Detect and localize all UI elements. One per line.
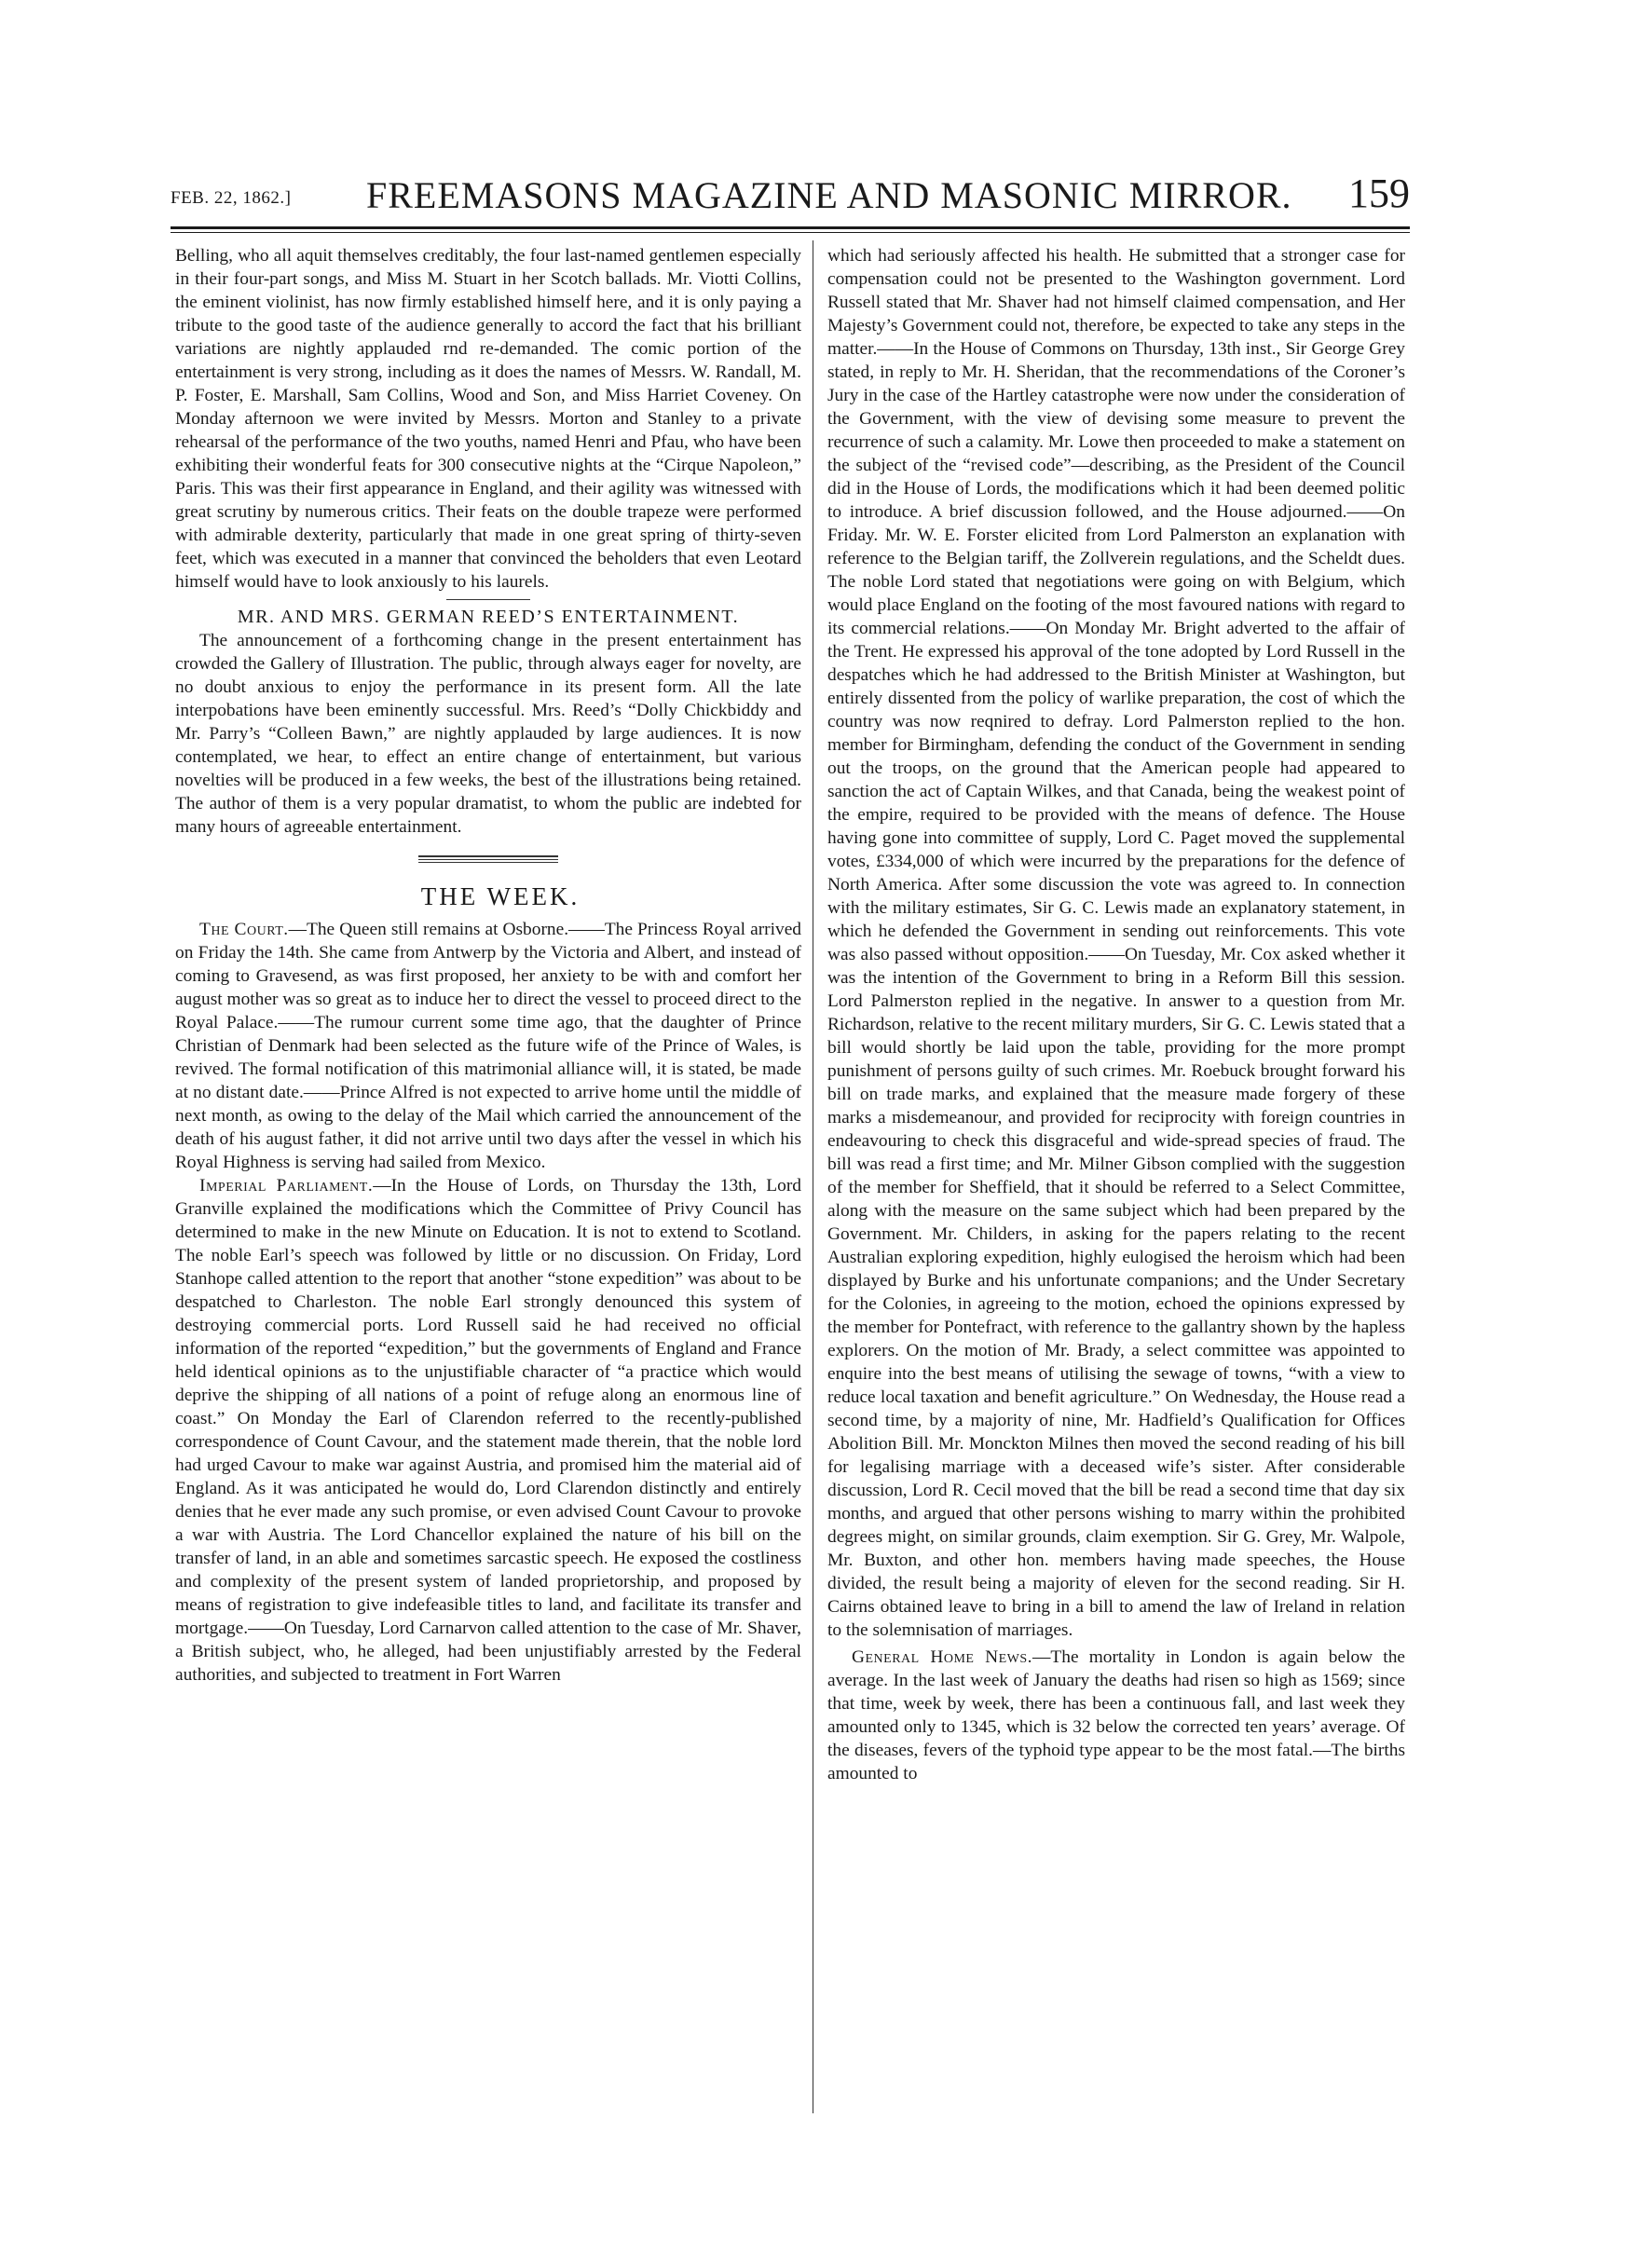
- parliament-rubric: Imperial Parliament.: [199, 1176, 374, 1195]
- court-rubric: The Court.: [199, 920, 289, 939]
- court-paragraph: [175, 918, 801, 1174]
- music-hall-paragraph: Belling, who all aquit themselves creditably, the four last-named gentlemen especially in their four-part songs, and Miss M. Stuart in her Scotch ballads. Mr. Viotti Collins, the eminent violinist, has now firmly established himself here, and it is only paying a tribute to the good taste of the audience generally to accord the fact that his brilliant variations are nightly applauded rnd re-demanded. The comic portion of the entertainment is very strong, including as it does the names of Messrs. W. Randall, M. P. Foster, E. Marshall, Sam Collins, Wood and Son, and Miss Harriet Coveney. On Monday afternoon we were invited by Messrs. Morton and Stanley to a private rehearsal of the performance of the two youths, named Henri and Pfau, who have been exhibiting their wonderful feats for 300 consecutive nights at the “Cirque Napoleon,” Paris. This was their first appearance in England, and their agility was witnessed with great scrutiny by numerous critics. Their feats on the double trapeze were performed with admirable dexterity, particularly that made in one great spring of thirty-seven feet, which was executed in a manner that convinced the beholders that even Leotard himself would have to look anxiously to his laurels.: [175, 246, 801, 592]
- the-week-heading: THE WEEK.: [420, 882, 581, 910]
- section-double-rule: [418, 855, 558, 857]
- court-text: —The Queen still remains at Osborne.——The Princess Royal arrived on Friday the 14th. She came from Antwerp by the Victoria and Albert, and instead of coming to Gravesend, as was first proposed, her anxiety to be with and comfort her august mother was so great as to induce her to direct the vessel to proceed direct to the Royal Palace.——The rumour current some time ago, that the daughter of Prince Christian of Denmark had been selected as the future wife of the Prince of Wales, is revived. The formal notification of this matrimonial alliance will, it is stated, be made at no distant date.——Prince Alfred is not expected to arrive home until the middle of next month, as owing to the delay of the Mail which carried the announcement of the death of his august father, it did not arrive until two days after the vessel in which his Royal Highness is serving had sailed from Mexico.: [175, 920, 802, 1172]
- parliament-paragraph: [175, 1174, 801, 1687]
- home-news-rubric: General Home News.: [852, 1647, 1033, 1667]
- reed-entertainment-paragraph: The announcement of a forthcoming change in the present entertainment has crowded the Gallery of Illustration. The public, through always eager for novelty, are no doubt anxious to enjoy the performance in its present form. All the late interpobations have been eminently successful. Mrs. Reed’s “Dolly Chickbiddy and Mr. Parry’s “Colleen Bawn,” are nightly applauded by large audiences. It is now contemplated, we hear, to effect an entire change of entertainment, but various novelties will be produced in a few weeks, the best of the illustrations being retained. The author of them is a very popular dramatist, to whom the public are indebted for many hours of agreeable entertainment.: [175, 631, 801, 837]
- header-rule: [171, 226, 1410, 229]
- page-header: [171, 166, 1410, 218]
- page-number: 159: [1348, 171, 1410, 216]
- section-separator: [446, 599, 530, 600]
- home-news-paragraph: [827, 1646, 1405, 1785]
- section-double-rule-lower: [418, 859, 558, 863]
- home-news-text: —The mortality in London is again below the average. In the last week of January the deaths had risen so high as 1569; since that time, week by week, there has been a continuous fall, and last week they amounted only to 1345, which is 32 below the corrected ten years’ average. Of the diseases, fevers of the typhoid type appear to be the most fatal.—The births amounted to: [827, 1647, 1405, 1783]
- header-rule-thin: [171, 232, 1410, 233]
- parliament-text: —In the House of Lords, on Thursday the 13th, Lord Granville explained the modifications which the Committee of Privy Council has determined to make in the new Minute on Education. It is not to extend to Scotland. The noble Earl’s speech was followed by little or no discussion. On Friday, Lord Stanhope called attention to the report that another “stone expedition” was about to be despatched to Charleston. The noble Earl strongly denounced this system of destroying commercial ports. Lord Russell said he had received no official information of the reported “expedition,” but the governments of England and France held identical opinions as to the unjustifiable character of “a practice which would deprive the shipping of all nations of a point of refuge along an enormous line of coast.” On Monday the Earl of Clarendon referred to the recently-published correspondence of Count Cavour, and the statement made therein, that the noble lord had urged Cavour to make war against Austria, and promised him the material aid of England. As it was anticipated he would do, Lord Clarendon distinctly and entirely denies that he ever made any such promise, or even advised Count Cavour to provoke a war with Austria. The Lord Chancellor explained the nature of his bill on the transfer of land, in an able and sometimes sarcastic speech. He exposed the costliness and complexity of the present system of landed proprietorship, and proposed by means of registration to give indefeasible titles to land, and facilitate its transfer and mortgage.——On Tuesday, Lord Carnarvon called attention to the case of Mr. Shaver, a British subject, who, he alleged, had been unjustifiably arrested by the Federal authorities, and subjected to treatment in Fort Warren: [175, 1176, 802, 1685]
- left-column: [175, 244, 801, 1687]
- issue-date: FEB. 22, 1862.]: [171, 188, 292, 208]
- magazine-title: FREEMASONS MAGAZINE AND MASONIC MIRROR.: [366, 174, 1292, 216]
- parliament-continued-paragraph: which had seriously affected his health. He submitted that a stronger case for compensation could not be presented to the Washington government. Lord Russell stated that Mr. Shaver had not himself claimed compensation, and Her Majesty’s Government could not, therefore, be expected to take any steps in the matter.——In the House of Commons on Thursday, 13th inst., Sir George Grey stated, in reply to Mr. H. Sheridan, that the recommendations of the Coroner’s Jury in the case of the Hartley catastrophe were now under the consideration of the Government, with the view of devising some measure to prevent the recurrence of such a calamity. Mr. Lowe then proceeded to make a statement on the subject of the “revised code”—describing, as the President of the Council did in the House of Lords, the modifications which it had been deemed politic to introduce. A brief discussion followed, and the House adjourned.——On Friday. Mr. W. E. Forster elicited from Lord Palmerston an explanation with reference to the Belgian tariff, the Zollverein regulations, and the Scheldt dues. The noble Lord stated that negotiations were going on with Belgium, which would place England on the footing of the most favoured nations with regard to its commercial relations.——On Monday Mr. Bright adverted to the affair of the Trent. He expressed his approval of the tone adopted by Lord Russell in the despatches which he had addressed to the British Minister at Washington, but entirely dissented from the policy of warlike preparation, the cost of which the country was now reqnired to defray. Lord Palmerston replied to the hon. member for Birmingham, defending the conduct of the Government in sending out the troops, on the ground that the American people had appeared to sanction the act of Captain Wilkes, and that Canada, being the weakest point of the empire, required to be provided with the means of defence. The House having gone into committee of supply, Lord C. Paget moved the supplemental votes, £334,000 of which were incurred by the preparations for the defence of North America. After some discussion the vote was agreed to. In connection with the military estimates, Sir G. C. Lewis made an explanatory statement, in which he defended the Government in sending out reinforcements. This vote was also passed without opposition.——On Tuesday, Mr. Cox asked whether it was the intention of the Government to bring in a Reform Bill this session. Lord Palmerston replied in the negative. In answer to a question from Mr. Richardson, relative to the recent military murders, Sir G. C. Lewis stated that a bill would shortly be laid upon the table, providing for the more prompt punishment of persons guilty of such crimes. Mr. Roebuck brought forward his bill on trade marks, and explained that the measure made forgery of these marks a misdemeanour, and provided for reciprocity with foreign countries in endeavouring to check this disgraceful and wide-spread species of fraud. The bill was read a first time; and Mr. Milner Gibson complied with the suggestion of the member for Sheffield, that it should be referred to a Select Committee, along with the measure on the same subject which had been prepared by the Government. Mr. Childers, in asking for the papers relating to the recent Australian exploring expedition, highly eulogised the heroism which had been displayed by Burke and his unfortunate companions; and the Under Secretary for the Colonies, in agreeing to the motion, echoed the opinions expressed by the member for Pontefract, with reference to the gallantry shown by the hapless explorers. On the motion of Mr. Brady, a select committee was appointed to enquire into the best means of utilising the sewage of towns, “with a view to reduce local taxation and benefit agriculture.” On Wednesday, the House read a second time, by a majority of nine, Mr. Hadfield’s Qualification for Offices Abolition Bill. Mr. Monckton Milnes then moved the second reading of his bill for legalising marriage with a deceased wife’s sister. After considerable discussion, Lord R. Cecil moved that the bill be read a second time that day six months, and argued that other persons wishing to marry within the prohibited degrees might, on similar grounds, claim exemption. Sir G. Grey, Mr. Walpole, Mr. Buxton, and other hon. members having made speeches, the House divided, the result being a majority of eleven for the second reading. Sir H. Cairns obtained leave to bring in a bill to amend the law of Ireland in relation to the solemnisation of marriages.: [827, 246, 1405, 1640]
- right-column: [827, 244, 1405, 1785]
- reed-entertainment-heading: MR. AND MRS. GERMAN REED’S ENTERTAINMENT.: [237, 607, 740, 627]
